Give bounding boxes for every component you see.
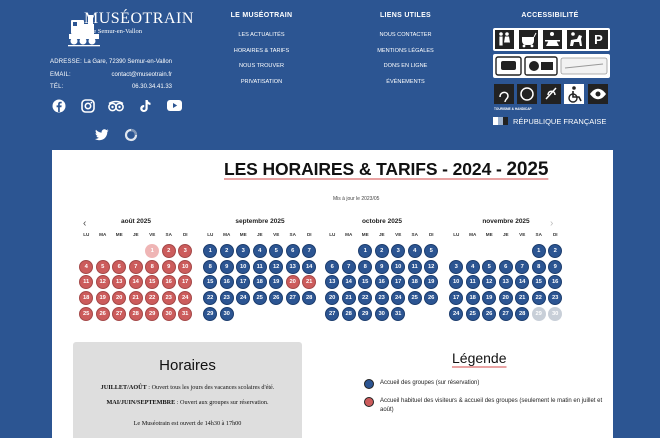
- calendar-day[interactable]: 6: [325, 260, 339, 274]
- month-calendar: [448, 218, 564, 339]
- calendar-day[interactable]: 30: [162, 307, 176, 321]
- weekday-label: DI: [306, 232, 312, 237]
- calendar-day[interactable]: 5: [482, 260, 496, 274]
- tripadvisor-icon[interactable]: [108, 100, 124, 112]
- calendar-day[interactable]: 7: [342, 260, 356, 274]
- calendar-day[interactable]: 29: [203, 307, 217, 321]
- calendar-day[interactable]: 6: [286, 244, 300, 258]
- address-label: ADRESSE:: [50, 59, 82, 65]
- horaires-line-hours: Le Muséotrain est ouvert de 14h30 à 17h00: [133, 420, 242, 427]
- calendar-day[interactable]: 16: [375, 275, 389, 289]
- calendar-day[interactable]: 8: [358, 260, 372, 274]
- calendar-day[interactable]: 10: [449, 275, 463, 289]
- calendar-day[interactable]: 20: [286, 275, 300, 289]
- page-title-text: LES HORAIRES & TARIFS - 2024 -: [224, 159, 507, 179]
- phone-label: TÉL:: [50, 84, 64, 90]
- weekday-label: ME: [239, 232, 247, 237]
- calendar-day[interactable]: 8: [145, 260, 159, 274]
- payment-icons-row: [493, 54, 610, 78]
- nav-column-museotrain: [219, 12, 304, 92]
- calendar-day[interactable]: 24: [449, 307, 463, 321]
- calendar-day[interactable]: 23: [548, 291, 562, 305]
- email-label: EMAIL:: [50, 71, 71, 78]
- weekday-header: [324, 232, 440, 240]
- calendar-day[interactable]: 15: [145, 275, 159, 289]
- weekday-label: SA: [289, 232, 296, 237]
- calendar-next-arrow-icon[interactable]: ›: [550, 218, 554, 229]
- calendar-day[interactable]: 10: [391, 260, 405, 274]
- legende-title: Légende: [452, 350, 507, 366]
- calendar-day[interactable]: 26: [482, 307, 496, 321]
- calendar-day[interactable]: 18: [253, 275, 267, 289]
- calendar-day[interactable]: 27: [325, 307, 339, 321]
- day-grid: [202, 244, 318, 339]
- calendar-day[interactable]: 14: [302, 260, 316, 274]
- republique-francaise: [493, 115, 613, 127]
- horaires-line-groups: MAI/JUIN/SEPTEMBRE : Ouvert aux groupes sur réservation.: [106, 399, 269, 406]
- weekday-label: DI: [552, 232, 558, 237]
- calendar-day[interactable]: 20: [325, 291, 339, 305]
- calendar-day[interactable]: 3: [449, 260, 463, 274]
- calendar-day[interactable]: 19: [269, 275, 283, 289]
- legend-red-dot: [364, 397, 374, 407]
- weekday-label: SA: [411, 232, 418, 237]
- calendar-day[interactable]: 9: [162, 260, 176, 274]
- calendar-day[interactable]: 13: [112, 275, 126, 289]
- site-footer: [0, 0, 660, 150]
- month-calendar: [202, 218, 318, 339]
- calendar-day[interactable]: 14: [342, 275, 356, 289]
- calendar-day[interactable]: 17: [236, 275, 250, 289]
- month-calendar: [78, 218, 194, 339]
- calendar-day[interactable]: 27: [286, 291, 300, 305]
- calendar-day[interactable]: 23: [375, 291, 389, 305]
- weekday-label: MA: [469, 232, 477, 237]
- email-link[interactable]: contact@museotrain.fr: [111, 71, 172, 78]
- calendar-day[interactable]: 25: [408, 291, 422, 305]
- calendar-prev-arrow-icon[interactable]: ‹: [83, 218, 87, 229]
- month-name: octobre 2025: [361, 218, 403, 225]
- horaires-card: [73, 342, 302, 438]
- loading-ring-icon: [124, 128, 138, 142]
- calendar-day[interactable]: 1: [532, 244, 546, 258]
- calendar-day[interactable]: 22: [203, 291, 217, 305]
- nav-link-dons[interactable]: DONS EN LIGNE: [383, 63, 428, 69]
- day-grid: [324, 244, 440, 339]
- calendar-day[interactable]: 21: [129, 291, 143, 305]
- calendar-day[interactable]: 21: [342, 291, 356, 305]
- calendar-day[interactable]: 8: [203, 260, 217, 274]
- legend-item-groups: [364, 379, 580, 389]
- calendar-day[interactable]: 12: [269, 260, 283, 274]
- legend-item-visitors: [364, 397, 608, 415]
- tourisme-handicap-label: TOURISME & HANDICAP: [494, 107, 532, 111]
- marianne-flag-icon: [493, 116, 509, 126]
- nav-link-nous-trouver[interactable]: NOUS TROUVER: [239, 63, 284, 69]
- facebook-icon[interactable]: [52, 99, 66, 113]
- weekday-label: LU: [207, 232, 214, 237]
- calendar-day[interactable]: 17: [391, 275, 405, 289]
- weekday-label: MA: [345, 232, 353, 237]
- phone-link[interactable]: 06.30.34.41.33: [131, 84, 172, 90]
- weekday-label: DI: [428, 232, 434, 237]
- page-title-year: 2025: [506, 159, 549, 180]
- calendar-day[interactable]: 4: [79, 260, 93, 274]
- calendar-day[interactable]: 27: [499, 307, 513, 321]
- weekday-label: JE: [502, 232, 509, 237]
- calendar-day[interactable]: 24: [391, 291, 405, 305]
- weekday-label: VE: [395, 232, 402, 237]
- calendar-day[interactable]: 15: [532, 275, 546, 289]
- month-name: novembre 2025: [482, 218, 530, 225]
- legend-text-groups: Accueil des groupes (sur réservation): [380, 380, 480, 386]
- hearing-icon: [494, 84, 514, 104]
- calendar-day[interactable]: 22: [532, 291, 546, 305]
- weekday-label: MA: [99, 232, 107, 237]
- calendar-day[interactable]: 12: [424, 260, 438, 274]
- calendar-day[interactable]: 10: [236, 260, 250, 274]
- weekday-header: [78, 232, 194, 240]
- month-name: août 2025: [121, 218, 151, 225]
- nav-link-contact[interactable]: NOUS CONTACTER: [379, 32, 432, 38]
- calendar-day[interactable]: 9: [375, 260, 389, 274]
- calendar-day[interactable]: 11: [466, 275, 480, 289]
- calendar-day[interactable]: 23: [162, 291, 176, 305]
- calendar-day[interactable]: 24: [236, 291, 250, 305]
- day-grid: [78, 244, 194, 339]
- accessibility-icons-row1: [493, 28, 610, 51]
- calendar-day[interactable]: 5: [424, 244, 438, 258]
- page-title: [224, 159, 548, 181]
- weekday-label: LU: [329, 232, 336, 237]
- main-content: [52, 150, 613, 438]
- calendar-day[interactable]: 13: [286, 260, 300, 274]
- calendar-day[interactable]: 30: [220, 307, 234, 321]
- calendar-day[interactable]: 20: [499, 291, 513, 305]
- calendar-day[interactable]: 14: [515, 275, 529, 289]
- weekday-header: [202, 232, 318, 240]
- nav-link-actualites[interactable]: LES ACTUALITÉS: [238, 32, 285, 38]
- update-date: Mis à jour le 2023/05: [333, 196, 380, 202]
- horaires-title: Horaires: [159, 357, 216, 374]
- weekday-label: DI: [182, 232, 188, 237]
- accessibility-heading: ACCESSIBILITÉ: [521, 12, 579, 19]
- weekday-label: SA: [165, 232, 172, 237]
- calendar-day[interactable]: 26: [424, 291, 438, 305]
- calendar-day[interactable]: 8: [532, 260, 546, 274]
- calendar-day[interactable]: 2: [375, 244, 389, 258]
- weekday-label: MA: [223, 232, 231, 237]
- calendar-day[interactable]: 19: [96, 291, 110, 305]
- calendar-day[interactable]: 31: [391, 307, 405, 321]
- calendar-day[interactable]: 7: [515, 260, 529, 274]
- calendar-day[interactable]: 15: [358, 275, 372, 289]
- calendar-day[interactable]: 19: [424, 275, 438, 289]
- calendar-day[interactable]: 25: [79, 307, 93, 321]
- calendar-day[interactable]: 27: [112, 307, 126, 321]
- legend-blue-dot: [364, 379, 374, 389]
- weekday-header: [448, 232, 564, 240]
- weekday-label: VE: [149, 232, 156, 237]
- contact-block: [50, 56, 172, 94]
- nav-column-liens-utiles: [363, 12, 448, 92]
- calendar-day[interactable]: 13: [325, 275, 339, 289]
- month-calendar: [324, 218, 440, 339]
- weekday-label: VE: [519, 232, 526, 237]
- address-value: La Gare, 72390 Semur-en-Vallon: [84, 59, 172, 65]
- calendar-day[interactable]: 2: [220, 244, 234, 258]
- weekday-label: ME: [115, 232, 123, 237]
- calendar-day[interactable]: 9: [548, 260, 562, 274]
- calendar-day[interactable]: 24: [178, 291, 192, 305]
- calendar-day[interactable]: 28: [302, 291, 316, 305]
- calendar-day[interactable]: 6: [499, 260, 513, 274]
- calendar-day[interactable]: 9: [220, 260, 234, 274]
- calendar-day[interactable]: 31: [178, 307, 192, 321]
- calendar-day[interactable]: 16: [162, 275, 176, 289]
- calendar-day[interactable]: 29: [145, 307, 159, 321]
- month-name: septembre 2025: [235, 218, 285, 225]
- calendar-day[interactable]: 22: [145, 291, 159, 305]
- calendar-day[interactable]: 28: [515, 307, 529, 321]
- calendar-day[interactable]: 1: [203, 244, 217, 258]
- credit-card-icon: [501, 61, 516, 70]
- instagram-icon[interactable]: [81, 99, 95, 113]
- calendar-day[interactable]: 17: [449, 291, 463, 305]
- calendar-day[interactable]: 28: [342, 307, 356, 321]
- calendar-day[interactable]: 21: [515, 291, 529, 305]
- calendar-day[interactable]: 25: [466, 307, 480, 321]
- calendar-day[interactable]: 4: [253, 244, 267, 258]
- calendar-day[interactable]: 23: [220, 291, 234, 305]
- weekday-label: LU: [83, 232, 90, 237]
- calendar-day[interactable]: 20: [112, 291, 126, 305]
- calendar-day[interactable]: 7: [302, 244, 316, 258]
- calendar-day[interactable]: 2: [548, 244, 562, 258]
- nav-link-evenements[interactable]: ÉVÉNEMENTS: [386, 78, 425, 85]
- tiktok-icon[interactable]: [139, 99, 151, 113]
- calendar-day[interactable]: 16: [548, 275, 562, 289]
- calendar-day[interactable]: 11: [408, 260, 422, 274]
- cognitive-icon: [517, 84, 537, 104]
- calendar-day[interactable]: 1: [145, 244, 159, 258]
- calendar-day[interactable]: 26: [96, 307, 110, 321]
- calendar-day[interactable]: 11: [79, 275, 93, 289]
- nav-heading-museotrain: LE MUSÉOTRAIN: [230, 12, 293, 19]
- weekday-label: SA: [535, 232, 542, 237]
- weekday-label: JE: [132, 232, 139, 237]
- nav-heading-liens: LIENS UTILES: [379, 12, 432, 19]
- calendar-day[interactable]: 25: [253, 291, 267, 305]
- republique-label: RÉPUBLIQUE FRANÇAISE: [513, 116, 607, 126]
- calendar-day[interactable]: 30: [548, 307, 562, 321]
- calendar-day[interactable]: 5: [96, 260, 110, 274]
- calendar-day[interactable]: 21: [302, 275, 316, 289]
- nav-link-privatisation[interactable]: PRIVATISATION: [240, 78, 283, 85]
- parking-icon: P: [594, 32, 603, 47]
- weekday-label: ME: [361, 232, 369, 237]
- calendar-day[interactable]: 17: [178, 275, 192, 289]
- legend-text-visitors: Accueil habituel des visiteurs & accueil des groupes (seulement le matin en juillet et août): [380, 398, 603, 413]
- calendar-day[interactable]: 3: [391, 244, 405, 258]
- weekday-label: LU: [453, 232, 460, 237]
- calendar-day[interactable]: 29: [358, 307, 372, 321]
- calendar-day[interactable]: 16: [220, 275, 234, 289]
- twitter-icon[interactable]: [95, 129, 109, 141]
- calendar-day[interactable]: 28: [129, 307, 143, 321]
- weekday-label: JE: [378, 232, 385, 237]
- weekday-label: JE: [256, 232, 263, 237]
- calendar-day[interactable]: 29: [532, 307, 546, 321]
- calendar-day[interactable]: 10: [178, 260, 192, 274]
- calendar-day[interactable]: 18: [408, 275, 422, 289]
- calendar-day[interactable]: 6: [112, 260, 126, 274]
- logo-subtitle: de Semur-en-Vallon: [90, 28, 143, 35]
- calendar-day[interactable]: 12: [96, 275, 110, 289]
- calendar-day[interactable]: 4: [466, 260, 480, 274]
- day-grid: [448, 244, 564, 339]
- calendar-day[interactable]: 26: [269, 291, 283, 305]
- calendar-day[interactable]: 18: [79, 291, 93, 305]
- calendar-day[interactable]: 3: [178, 244, 192, 258]
- calendar-day[interactable]: 14: [129, 275, 143, 289]
- accessibility-column: [490, 12, 610, 19]
- calendar-day[interactable]: 11: [253, 260, 267, 274]
- calendar-day[interactable]: 22: [358, 291, 372, 305]
- nav-link-mentions[interactable]: MENTIONS LÉGALES: [377, 47, 434, 54]
- calendar-day[interactable]: 7: [129, 260, 143, 274]
- calendar-day[interactable]: 12: [482, 275, 496, 289]
- calendar-day[interactable]: 15: [203, 275, 217, 289]
- weekday-label: ME: [485, 232, 493, 237]
- calendar-day[interactable]: 13: [499, 275, 513, 289]
- calendar-day[interactable]: 19: [482, 291, 496, 305]
- logo-title[interactable]: MUSÉOTRAIN: [84, 10, 194, 27]
- cash-icon: [529, 61, 539, 71]
- horaires-line-summer: JUILLET/AOÛT : Ouvert tous les jours des vacances scolaires d'été.: [100, 384, 275, 391]
- tourisme-handicap-row: [493, 83, 610, 111]
- nav-link-horaires[interactable]: HORAIRES & TARIFS: [233, 47, 290, 54]
- calendar-day[interactable]: 2: [162, 244, 176, 258]
- calendar-day[interactable]: 5: [269, 244, 283, 258]
- calendar-day[interactable]: 18: [466, 291, 480, 305]
- calendar-day[interactable]: 4: [408, 244, 422, 258]
- weekday-label: VE: [273, 232, 280, 237]
- calendar-day[interactable]: 30: [375, 307, 389, 321]
- youtube-icon[interactable]: [167, 100, 182, 111]
- calendar-day[interactable]: 1: [358, 244, 372, 258]
- calendar-day[interactable]: 3: [236, 244, 250, 258]
